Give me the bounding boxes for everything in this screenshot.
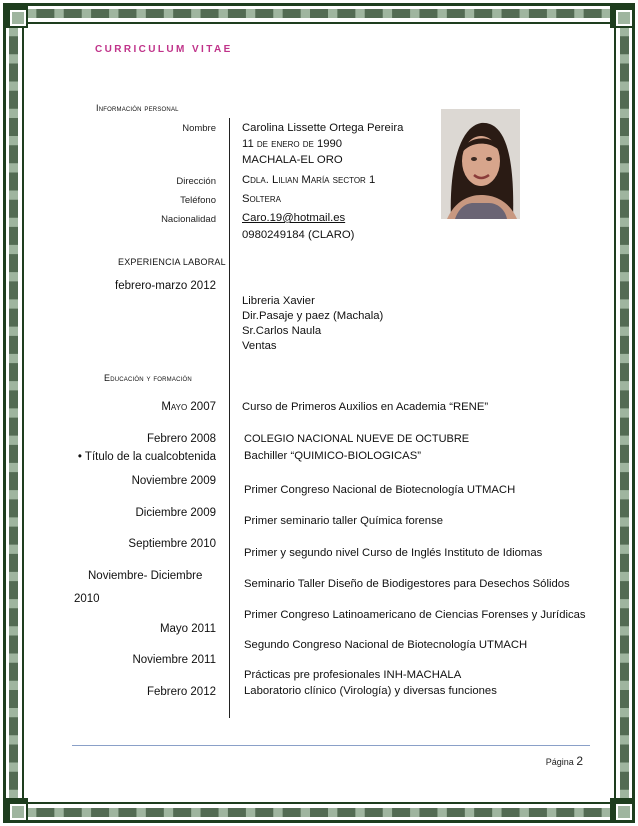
education-date: Noviembre 2009 [131, 475, 216, 487]
experience-line: Dir.Pasaje y paez (Machala) [242, 310, 384, 322]
footer-rule [72, 745, 590, 746]
border-corner-ornament [610, 798, 634, 822]
experience-line: Sr.Carlos Naula [242, 325, 322, 337]
column-divider [229, 118, 230, 718]
education-date: Febrero 2012 [146, 686, 216, 698]
education-item: Bachiller “QUIMICO-BIOLOGICAS” [244, 450, 422, 462]
education-date: Diciembre 2009 [135, 507, 216, 519]
education-item: COLEGIO NACIONAL NUEVE DE OCTUBRE [244, 433, 470, 445]
education-item: Curso de Primeros Auxilios en Academia “RENE” [242, 401, 489, 413]
education-date: Mayo 2011 [159, 623, 216, 635]
label-direccion: Dirección [176, 176, 216, 187]
label-nacionalidad: Nacionalidad [161, 214, 216, 225]
value-phone: 0980249184 (CLARO) [242, 229, 355, 241]
page-label: Página [545, 757, 574, 767]
label-telefono: Teléfono [180, 195, 216, 206]
page-number-value: 2 [576, 754, 583, 768]
label-nombre: Nombre [182, 123, 216, 134]
education-date: • Título de la cualcobtenida [77, 451, 216, 463]
value-city: MACHALA-EL ORO [242, 154, 343, 166]
education-date: Mayo 2007 [161, 401, 216, 413]
education-item: Laboratorio clínico (Virología) y diversas funciones [244, 685, 497, 697]
value-email[interactable]: Caro.19@hotmail.es [242, 212, 346, 224]
education-item: Seminario Taller Diseño de Biodigestores para Desechos Sólidos [244, 578, 570, 590]
value-address: Cdla. Lilian María sector 1 [242, 174, 376, 186]
document-title: CURRICULUM VITAE [95, 44, 233, 55]
education-date: 2010 [74, 593, 100, 605]
experience-date: febrero-marzo 2012 [115, 280, 216, 292]
border-corner-ornament [4, 4, 28, 28]
experience-line: Libreria Xavier [242, 295, 315, 307]
profile-photo [441, 109, 520, 219]
education-date: Febrero 2008 [146, 433, 216, 445]
value-name: Carolina Lissette Ortega Pereira [242, 122, 404, 134]
border-corner-ornament [4, 798, 28, 822]
value-civil-status: Soltera [242, 193, 281, 205]
page-number [546, 754, 583, 768]
education-item: Prácticas pre profesionales INH-MACHALA [244, 669, 462, 681]
education-item: Primer Congreso Latinoamericano de Ciencias Forenses y Jurídicas [244, 609, 586, 621]
value-birthdate: 11 de enero de 1990 [242, 138, 343, 150]
section-heading-personal: Información personal [96, 103, 179, 113]
education-item: Primer Congreso Nacional de Biotecnología UTMACH [244, 484, 516, 496]
education-item: Segundo Congreso Nacional de Biotecnología UTMACH [244, 639, 528, 651]
section-heading-experience: EXPERIENCIA LABORAL [118, 257, 226, 267]
education-date: Noviembre 2011 [132, 654, 216, 666]
education-item: Primer y segundo nivel Curso de Inglés Instituto de Idiomas [244, 547, 543, 559]
section-heading-education: Educación y formación [104, 373, 192, 383]
education-date: Noviembre- Diciembre [88, 570, 203, 582]
education-item: Primer seminario taller Química forense [244, 515, 444, 527]
border-corner-ornament [610, 4, 634, 28]
education-date: Septiembre 2010 [128, 538, 216, 550]
experience-line: Ventas [242, 340, 277, 352]
